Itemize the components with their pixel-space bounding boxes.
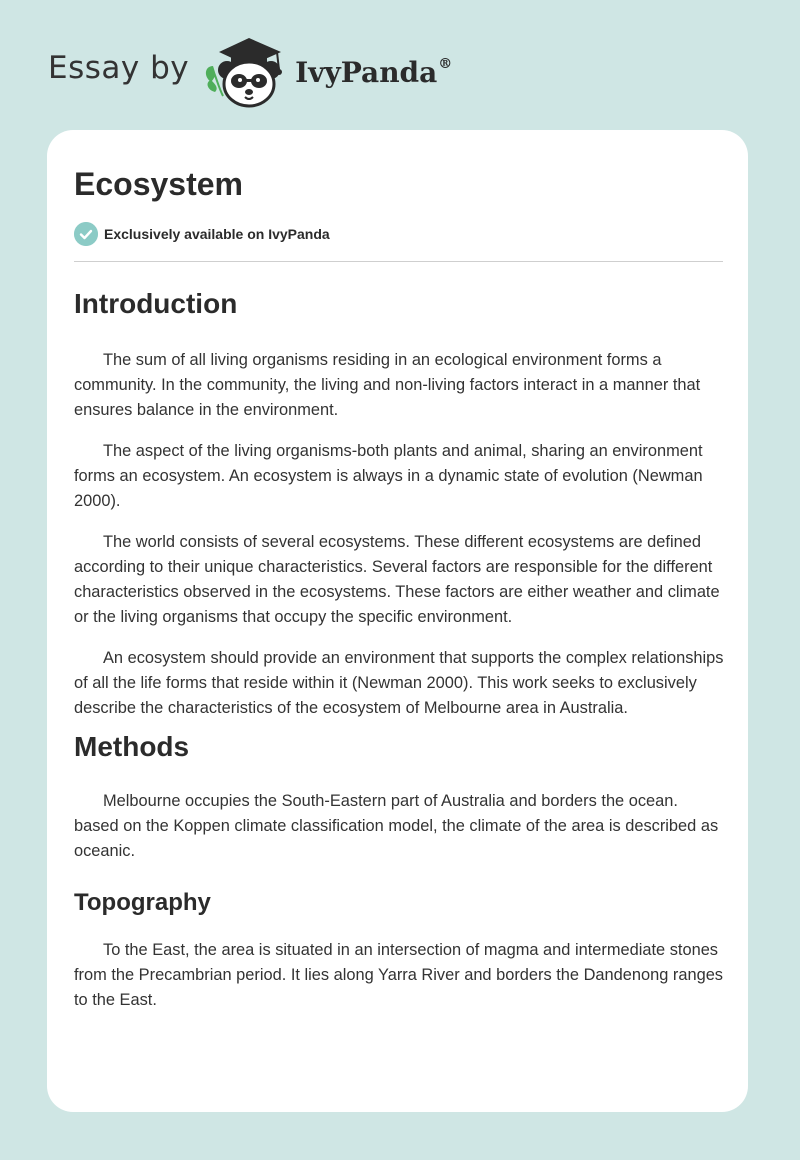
page-title: Ecosystem [74, 166, 243, 202]
essay-by-label: Essay by [48, 50, 190, 86]
paragraph: To the East, the area is situated in an intersection of magma and intermediate stones from the Precambrian period. It lies along Yarra River and borders the Dandenong ranges to the East. [74, 941, 724, 1009]
brand-header [48, 30, 452, 110]
section-heading-introduction: Introduction [74, 288, 238, 319]
essay-card [47, 130, 748, 1112]
panda-logo-icon [201, 30, 293, 110]
brand-name [295, 56, 452, 89]
exclusive-badge-label: Exclusively available on IvyPanda [104, 226, 330, 242]
brand-name-text: IvyPanda [295, 55, 438, 89]
essay-body [74, 280, 724, 1013]
paragraph: The world consists of several ecosystems. These different ecosystems are defined according to their unique characteristics. Several factors are responsible for the different characteristics observed in the ecosystems. These factors are either weather and climate or the living organisms that occupy the specific environment. [74, 533, 720, 626]
paragraph: The aspect of the living organisms-both plants and animal, sharing an environment forms an ecosystem. An ecosystem is always in a dynamic state of evolution (Newman 2000). [74, 442, 703, 510]
title-divider [74, 261, 723, 262]
section-heading-topography: Topography [74, 889, 211, 916]
paragraph: The sum of all living organisms residing in an ecological environment forms a community. In the community, the living and non-living factors interact in a manner that ensures balance in the environment. [74, 351, 701, 419]
check-icon [74, 222, 98, 246]
section-heading-methods: Methods [74, 731, 190, 762]
exclusive-badge [74, 222, 330, 246]
paragraph: Melbourne occupies the South-Eastern part of Australia and borders the ocean. based on the Koppen climate classification model, the climate of the area is described as oceanic. [74, 792, 719, 860]
paragraph: An ecosystem should provide an environment that supports the complex relationships of all the life forms that reside within it (Newman 2000). This work seeks to exclusively describe the characteristics of the ecosystem of Melbourne area in Australia. [74, 649, 724, 717]
registered-mark: ® [438, 55, 453, 72]
